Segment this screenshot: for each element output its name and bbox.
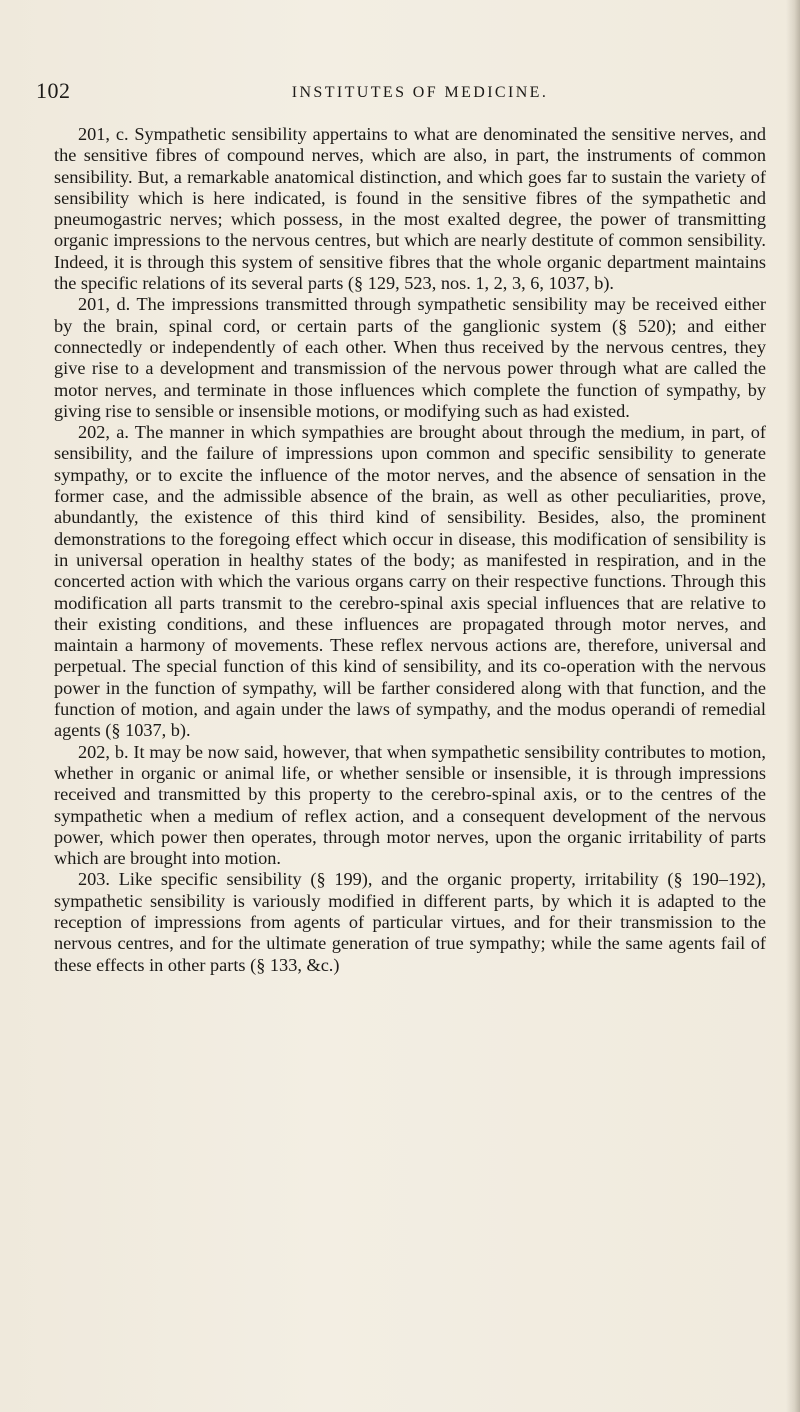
page-edge-shadow [786, 0, 800, 1412]
paragraph-203: 203. Like specific sensibility (§ 199), and the organic property, irritability (§ 190–192), sympathetic sensibility is variously modified in different parts, by which it is adapted to the reception of impressions from agents of particular virtues, and for their transmission to the nervous centres, and for the ultimate generation of true sympathy; while the same agents fail of these effects in other parts (§ 133, &c.) [54, 869, 766, 975]
paragraph-201d: 201, d. The impressions transmitted through sympathetic sensibility may be received either by the brain, spinal cord, or certain parts of the ganglionic system (§ 520); and either connectedly or independently of each other. When thus received by the nervous centres, they give rise to a development and transmission of the nervous power through what are called the motor nerves, and terminate in those influences which complete the function of sympathy, by giving rise to sensible or insensible motions, or modifying such as had existed. [54, 294, 766, 421]
running-head: INSTITUTES OF MEDICINE. [291, 84, 549, 101]
page-number: 102 [36, 78, 71, 103]
paragraph-202a: 202, a. The manner in which sympathies are brought about through the medium, in part, of sensibility, and the failure of impressions upon common and specific sensibility to generate sympathy, or to excite the influence of the motor nerves, and the absence of sensation in the former case, and the admissible absence of the brain, as well as other peculiarities, prove, abundantly, the existence of this third kind of sensibility. Besides, also, the prominent demonstrations to the foregoing effect which occur in disease, this modification of sensibility is in universal operation in healthy states of the body; as manifested in respiration, and in the concerted action with which the various organs carry on their respective functions. Through this modification all parts transmit to the cerebro-spinal axis special influences that are relative to their existing conditions, and these influences are propagated through motor nerves, and maintain a harmony of movements. These reflex nervous actions are, therefore, universal and perpetual. The special function of this kind of sensibility, and its co-operation with the nervous power in the function of sympathy, will be farther considered along with that function, and the function of motion, and again under the laws of sympathy, and the modus operandi of remedial agents (§ 1037, b). [54, 422, 766, 741]
body-text [54, 124, 766, 976]
paragraph-202b: 202, b. It may be now said, however, that when sympathetic sensibility contributes to motion, whether in organic or animal life, or whether sensible or insensible, it is through impressions received and transmitted by this property to the cerebro-spinal axis, or to the centres of the sympathetic when a medium of reflex action, and a consequent development of the nervous power, which power then operates, through motor nerves, upon the organic irritability of parts which are brought into motion. [54, 741, 766, 869]
paragraph-201c: 201, c. Sympathetic sensibility appertains to what are denominated the sensitive nerves, and the sensitive fibres of compound nerves, which are also, in part, the instruments of common sensibility. But, a remarkable anatomical distinction, and which goes far to sustain the variety of sensibility which is here indicated, is found in the sensitive fibres of the sympathetic and pneumogastric nerves; which possess, in the most exalted degree, the power of transmitting organic impressions to the nervous centres, but which are nearly destitute of common sensibility. Indeed, it is through this system of sensitive fibres that the whole organic department maintains the specific relations of its several parts (§ 129, 523, nos. 1, 2, 3, 6, 1037, b). [54, 124, 766, 294]
